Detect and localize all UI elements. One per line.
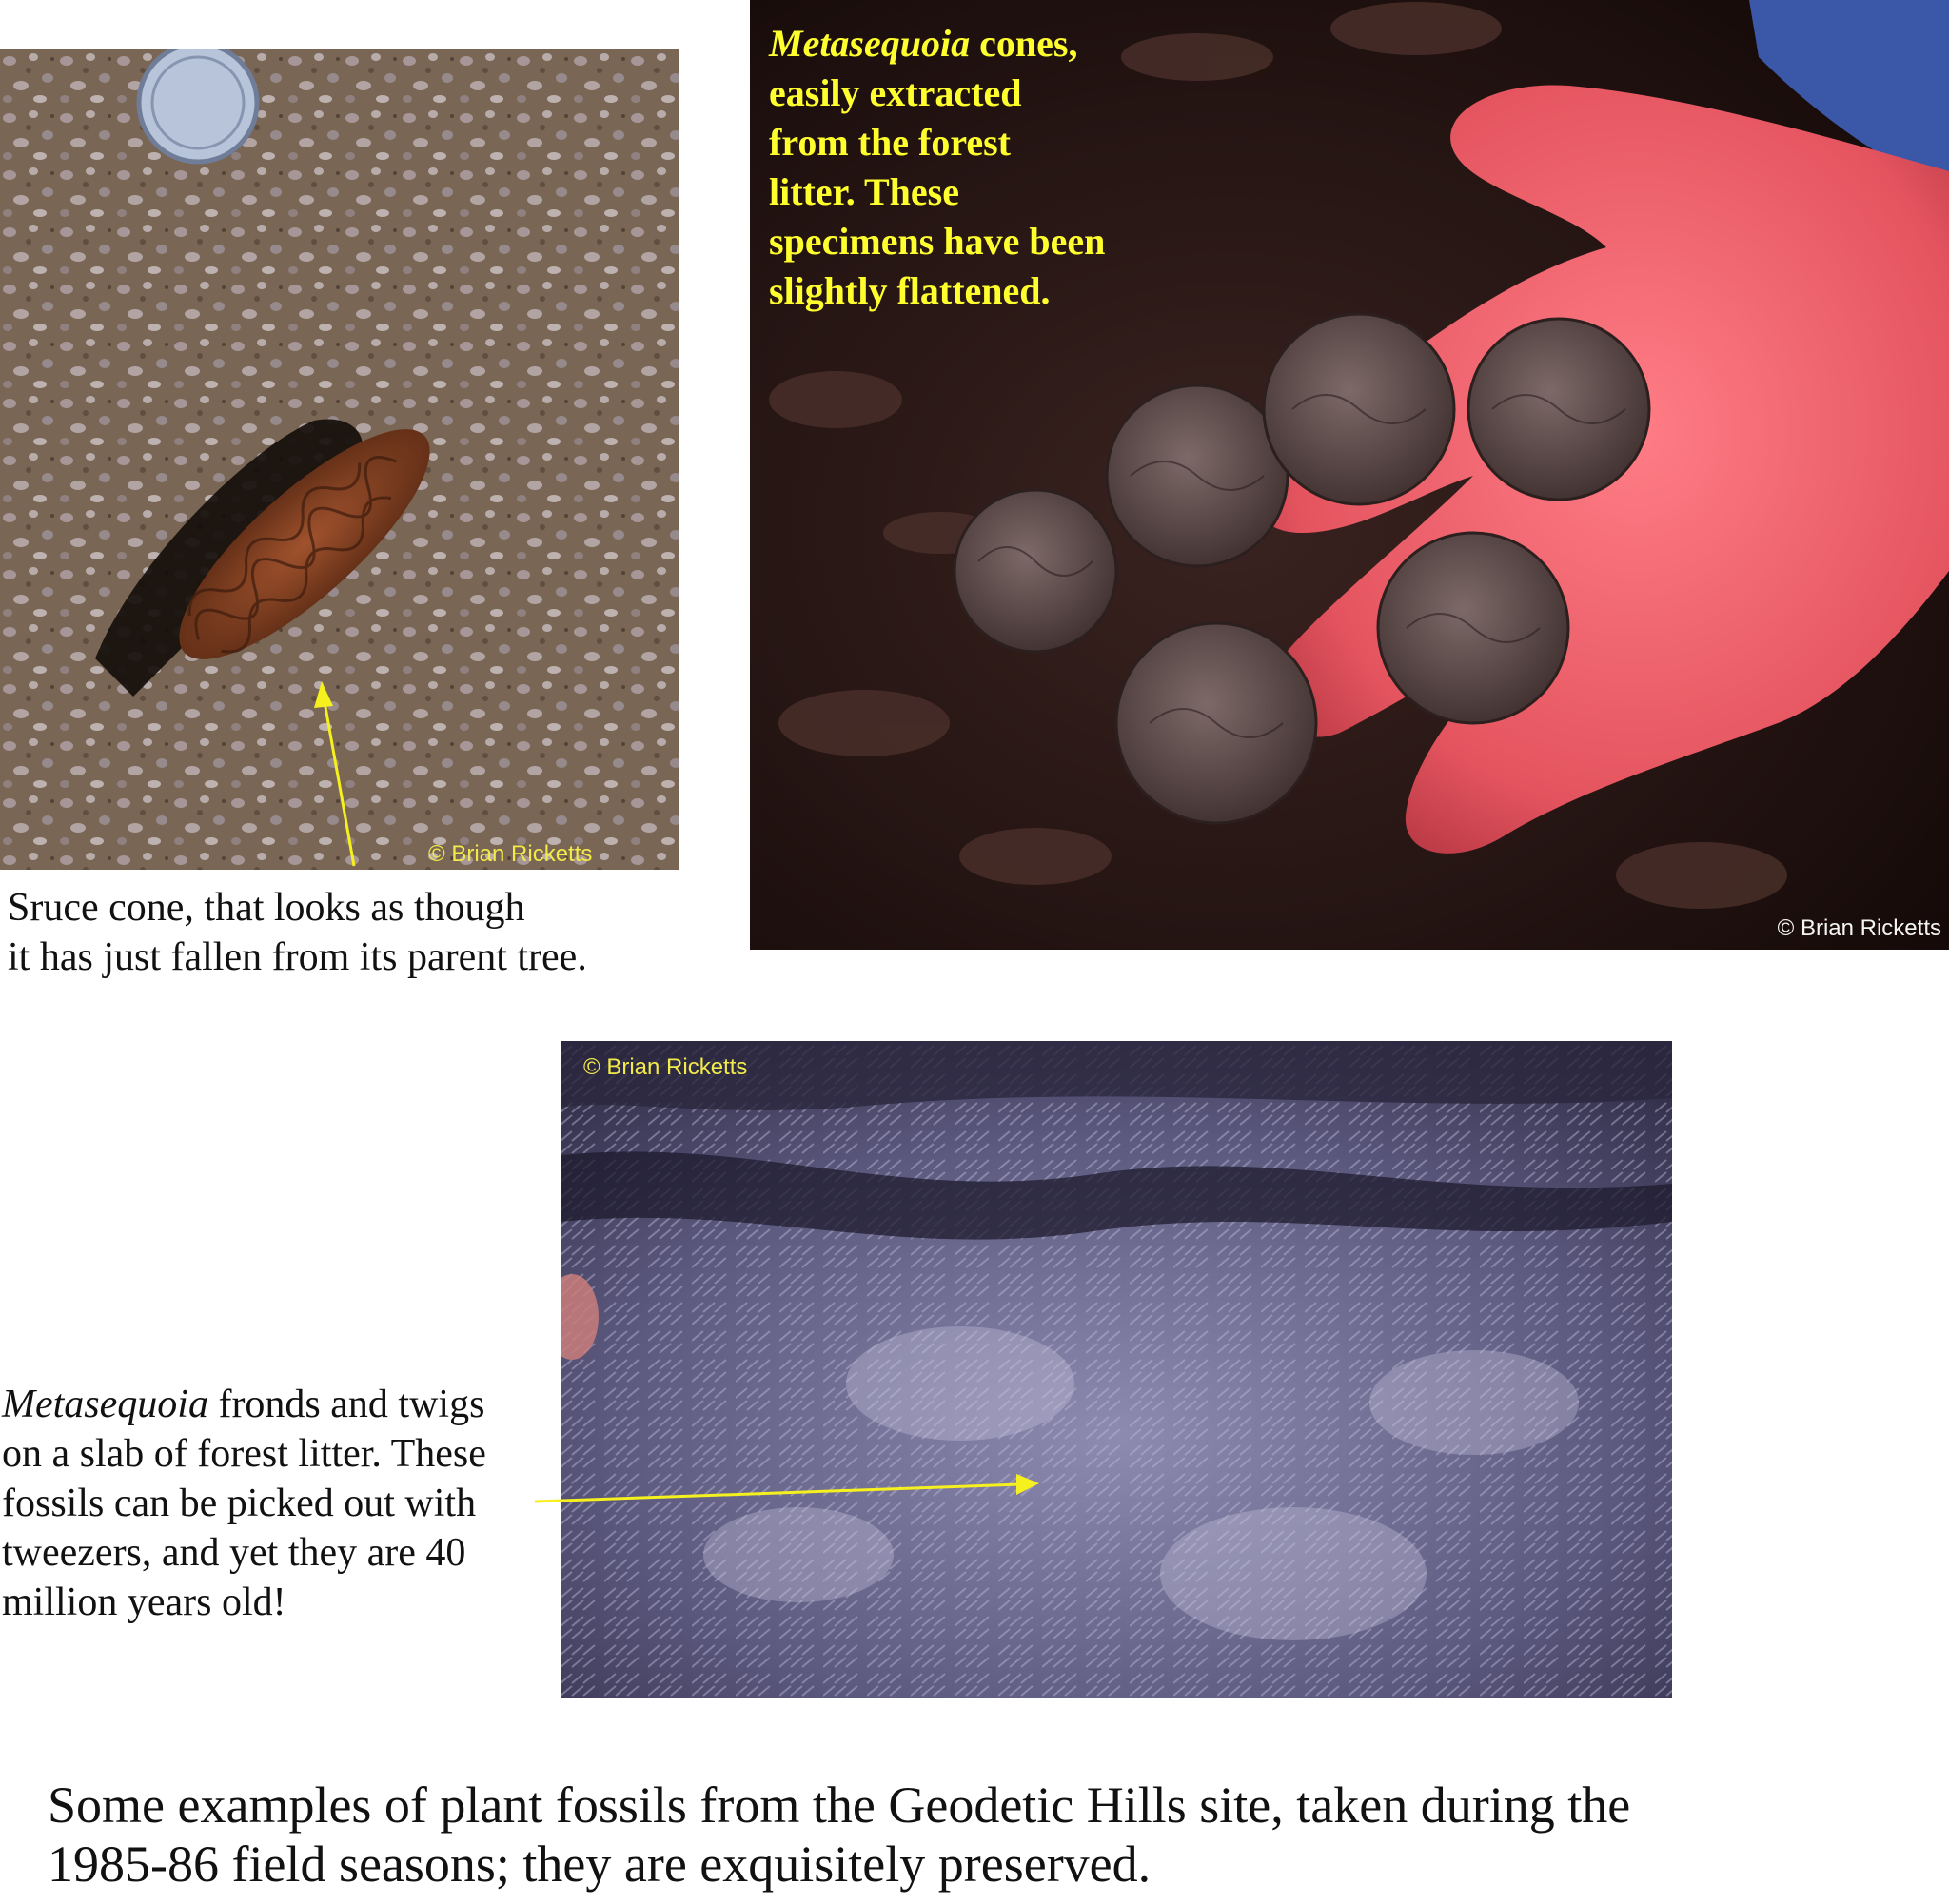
overlay-line: specimens have been <box>769 220 1106 263</box>
caption-line: Sruce cone, that looks as though <box>8 886 525 930</box>
overlay-line: from the forest <box>769 121 1011 164</box>
metasequoia-cones-overlay <box>769 19 1105 316</box>
metasequoia-cones-hand-photo <box>750 0 1949 950</box>
caption-line: fossils can be picked out with <box>2 1482 477 1525</box>
footer-line: 1985-86 field seasons; they are exquisitely preserved. <box>48 1835 1152 1893</box>
caption-italic-genus: Metasequoia <box>2 1383 208 1426</box>
overlay-line: easily extracted <box>769 71 1022 114</box>
spruce-cone-photo <box>0 49 679 870</box>
page-footer-caption <box>48 1776 1630 1894</box>
caption-line: on a slab of forest litter. These <box>2 1432 486 1476</box>
caption-line: it has just fallen from its parent tree. <box>8 935 587 979</box>
slab-caption <box>2 1380 486 1627</box>
hand-photo-credit: © Brian Ricketts <box>1777 915 1941 941</box>
slab-photo-credit: © Brian Ricketts <box>583 1054 748 1080</box>
overlay-line: cones, <box>970 22 1078 65</box>
forest-litter-slab-photo <box>561 1041 1672 1698</box>
caption-line: million years old! <box>2 1580 286 1624</box>
overlay-line: litter. These <box>769 170 959 213</box>
footer-line: Some examples of plant fossils from the Geodetic Hills site, taken during the <box>48 1776 1631 1834</box>
overlay-line: slightly flattened. <box>769 269 1051 312</box>
caption-line: tweezers, and yet they are 40 <box>2 1531 466 1575</box>
spruce-photo-credit: © Brian Ricketts <box>428 841 593 867</box>
spruce-cone-caption <box>8 883 587 982</box>
caption-line: fronds and twigs <box>207 1383 485 1426</box>
overlay-italic-genus: Metasequoia <box>769 22 971 65</box>
